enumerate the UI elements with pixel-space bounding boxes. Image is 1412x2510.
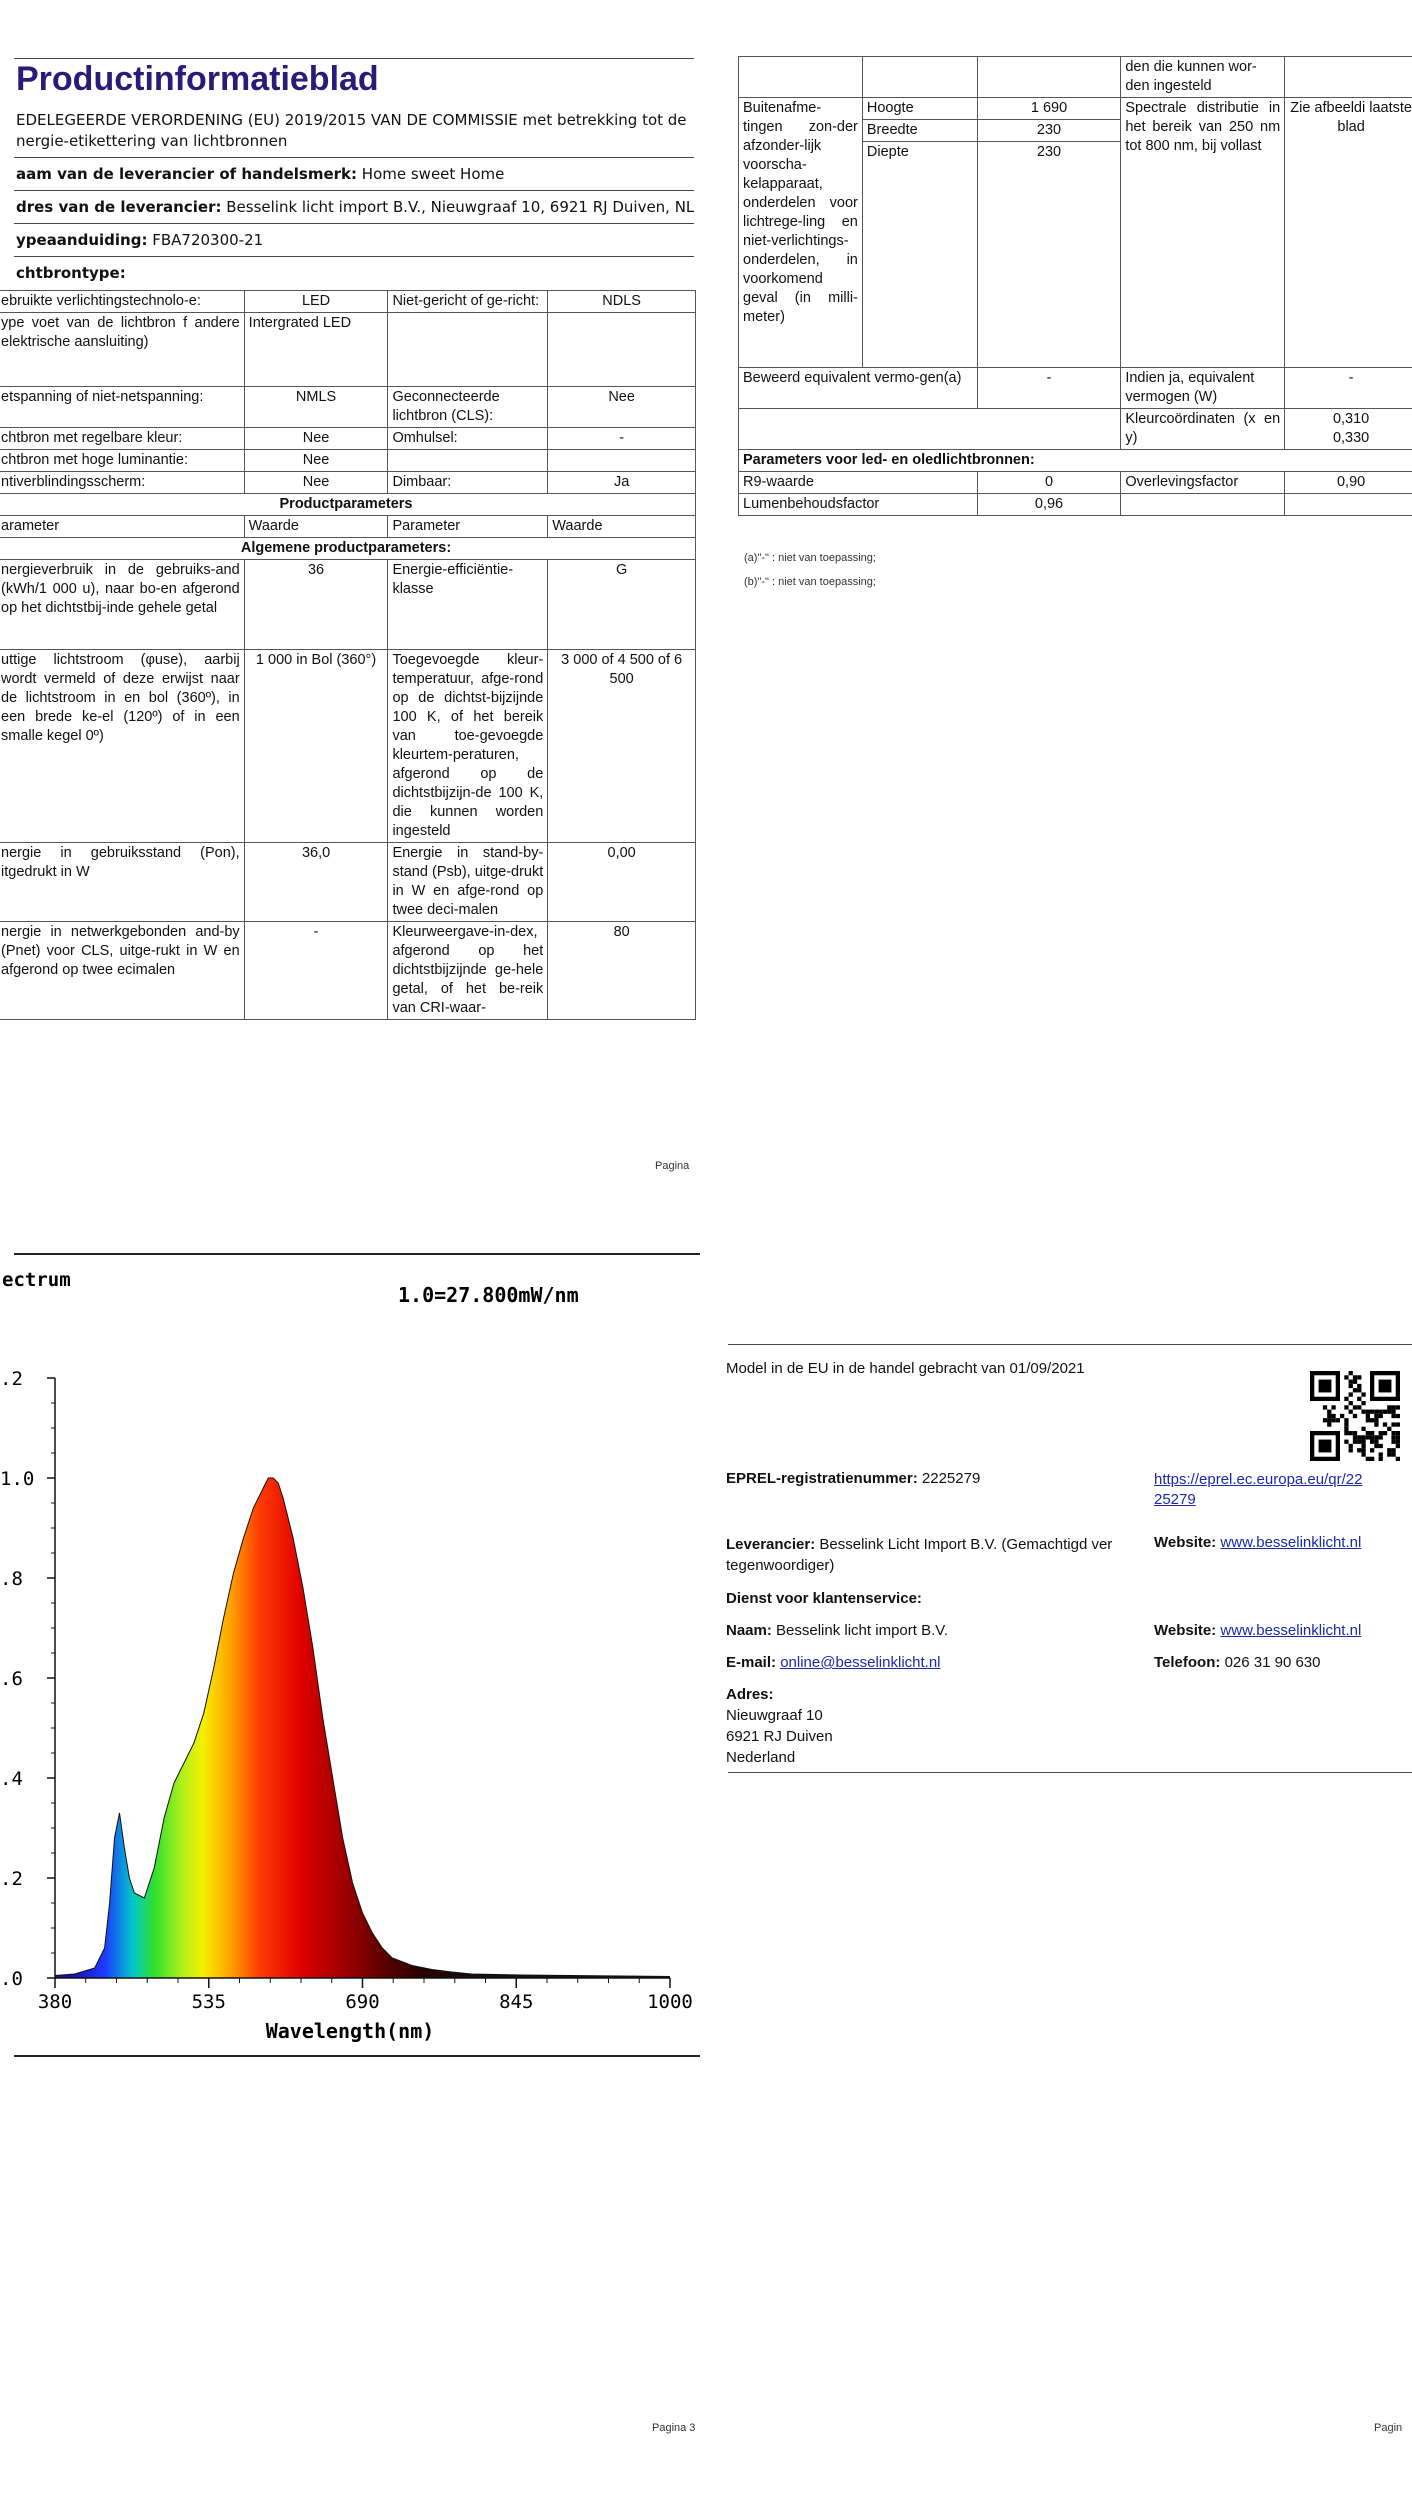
table-header-row (0, 516, 696, 538)
chart-subtitle: 1.0=27.800mW/nm (398, 1283, 579, 1307)
divider (14, 190, 694, 191)
table-cell: LED (244, 291, 388, 313)
table-cell: G (548, 560, 696, 650)
table-cell: Nee (244, 472, 388, 494)
claimed-power-label: Beweerd equivalent vermo-gen(a) (739, 368, 978, 409)
table-cell (548, 313, 696, 387)
website2-link[interactable]: www.besselinklicht.nl (1220, 1622, 1362, 1639)
model-value: FBA720300-21 (152, 231, 264, 249)
website2-field (1154, 1622, 1361, 1639)
column-header: Parameter (388, 516, 548, 538)
y-tick-label: .0 (0, 1968, 23, 1990)
page-title: Productinformatieblad (16, 60, 379, 98)
top-rule (14, 58, 694, 59)
phone-field (1154, 1654, 1321, 1671)
table-row (0, 472, 696, 494)
regulation-line-1: EDELEGEERDE VERORDENING (EU) 2019/2015 VAN DE COMMISSIE met betrekking tot de (16, 111, 687, 129)
naam-label: Naam: (726, 1622, 772, 1639)
footnote-b: (b)"-" : niet van toepassing; (744, 576, 876, 588)
address-block (726, 1684, 833, 1768)
adres-line-3: Nederland (726, 1749, 796, 1766)
bottom-rule (728, 1772, 1412, 1773)
table-cell: Dimbaar: (388, 472, 548, 494)
page-number: Pagina 3 (652, 2422, 696, 2434)
table-row (0, 538, 696, 560)
x-axis-label: Wavelength(nm) (265, 2019, 435, 2043)
table-cell: Nee (548, 387, 696, 428)
table-cell: nergie in gebruiksstand (Pon), itgedrukt in W (0, 843, 244, 922)
table-row (739, 98, 1412, 120)
table-cell (1285, 57, 1412, 98)
dimensions-table (738, 56, 1412, 516)
eprel-field (726, 1470, 980, 1487)
table-row (739, 494, 1412, 516)
survival-value: 0,90 (1285, 472, 1412, 494)
table-cell (548, 450, 696, 472)
table-row (739, 57, 1412, 98)
table-row (0, 428, 696, 450)
chart-title: ectrum (2, 1269, 71, 1291)
equivalent-label: Indien ja, equivalent vermogen (W) (1121, 368, 1285, 409)
qr-code-icon (1310, 1362, 1400, 1470)
dimension-name: Diepte (862, 142, 977, 368)
chromaticity-label: Kleurcoördinaten (x en y) (1121, 409, 1285, 450)
x-tick-label: 1000 (647, 1991, 693, 2013)
website-link[interactable]: www.besselinklicht.nl (1220, 1534, 1362, 1551)
survival-label: Overlevingsfactor (1121, 472, 1285, 494)
table-row (739, 368, 1412, 409)
led-parameters-header: Parameters voor led- en oledlichtbronnen: (739, 450, 1412, 472)
spectral-value: Zie afbeeldi laatste blad (1285, 98, 1412, 368)
y-tick-label: .2 (0, 1368, 23, 1390)
email-link[interactable]: online@besselinklicht.nl (780, 1654, 941, 1671)
supplier-value-2: tegenwoordiger) (726, 1557, 835, 1574)
divider (14, 256, 694, 257)
table-row (0, 450, 696, 472)
table-cell: ebruikte verlichtingstechnolo-e: (0, 291, 244, 313)
x-tick-label: 380 (37, 1991, 73, 2013)
model-field (16, 231, 263, 249)
table-cell: Nee (244, 450, 388, 472)
y-tick-label: .2 (0, 1868, 23, 1890)
table-cell: 1 000 in Bol (360°) (244, 650, 388, 843)
table-cell: Toegevoegde kleur-temperatuur, afge-rond op de dichtst-bijzijnde 100 K, of het bereik van toe-gevoegde kleurtem-peraturen, afgerond op de dichtstbijzijn-de 100 K, die kunnen worden ingesteld (388, 650, 548, 843)
table-cell (1121, 494, 1285, 516)
spectrum-svg (0, 1250, 700, 2510)
website-field (1154, 1534, 1361, 1551)
table-cell: Geconnecteerde lichtbron (CLS): (388, 387, 548, 428)
model-date-line: Model in de EU in de handel gebracht van 01/09/2021 (726, 1360, 1085, 1377)
table-cell (862, 57, 977, 98)
table-cell (1285, 494, 1412, 516)
table-row (0, 650, 696, 843)
equivalent-value: - (1285, 368, 1412, 409)
service-header: Dienst voor klantenservice: (726, 1590, 922, 1607)
table-cell: Intergrated LED (244, 313, 388, 387)
chromaticity-x: 0,310 (1332, 411, 1370, 427)
eprel-link[interactable] (1154, 1470, 1362, 1510)
table-row (739, 409, 1412, 450)
table-cell: NMLS (244, 387, 388, 428)
supplier-address-field (16, 198, 694, 216)
eprel-value: 2225279 (921, 1470, 981, 1487)
dimension-value: 1 690 (977, 98, 1121, 120)
page-1 (0, 0, 700, 1240)
lightsource-table (0, 290, 696, 1020)
column-header: arameter (0, 516, 244, 538)
table-cell: 3 000 of 4 500 of 6 500 (548, 650, 696, 843)
table-cell: ype voet van de lichtbron f andere elektrische aansluiting) (0, 313, 244, 387)
table-row (739, 450, 1412, 472)
column-header: Waarde (244, 516, 388, 538)
supplier-name-label: aam van de leverancier of handelsmerk: (16, 165, 358, 183)
email-field (726, 1654, 941, 1671)
page-number: Pagin (1374, 2422, 1403, 2434)
website-label: Website: (1154, 1534, 1217, 1551)
table-row (739, 472, 1412, 494)
table-row (0, 560, 696, 650)
eprel-link-line-1[interactable]: https://eprel.ec.europa.eu/qr/22 (1154, 1471, 1363, 1488)
table-cell: Niet-gericht of ge-richt: (388, 291, 548, 313)
table-cell: Energie-efficiëntie-klasse (388, 560, 548, 650)
table-cell: uttige lichtstroom (φuse), aarbij wordt vermeld of deze erwijst naar de lichtstroom in en bol (360º), in een brede ke-el (120º) of in een smalle kegel 0º) (0, 650, 244, 843)
spectrum-area (55, 1478, 670, 1978)
x-tick-label: 535 (191, 1991, 226, 2013)
website2-label: Website: (1154, 1622, 1217, 1639)
supplier-address-value: Besselink licht import B.V., Nieuwgraaf 10, 6921 RJ Duiven, NL (226, 198, 695, 216)
x-tick-label: 690 (345, 1991, 380, 2013)
supplier-name-value: Home sweet Home (361, 165, 505, 183)
adres-line-1: Nieuwgraaf 10 (726, 1707, 823, 1724)
x-tick-label: 845 (499, 1991, 534, 2013)
r9-label: R9-waarde (739, 472, 978, 494)
page-2 (706, 0, 1412, 1240)
lightsource-type-label: chtbrontype: (16, 264, 126, 282)
y-tick-label: 1.0 (0, 1468, 35, 1490)
table-cell: - (548, 428, 696, 450)
table-cell: etspanning of niet-netspanning: (0, 387, 244, 428)
table-cell (739, 57, 863, 98)
lumen-value: 0,96 (977, 494, 1121, 516)
spectral-label: Spectrale distributie in het bereik van 250 nm tot 800 nm, bij vollast (1121, 98, 1285, 368)
supplier-address-label: dres van de leverancier: (16, 198, 222, 216)
general-parameters-header: Algemene productparameters: (0, 538, 696, 560)
productparameters-header: Productparameters (0, 494, 696, 516)
table-cell: nergieverbruik in de gebruiks-and (kWh/1 000 u), naar bo-en afgerond op het dichtstbij-inde gehele getal (0, 560, 244, 650)
divider (14, 223, 694, 224)
dimension-name: Breedte (862, 120, 977, 142)
table-cell: 0,00 (548, 843, 696, 922)
table-cell: 36,0 (244, 843, 388, 922)
table-cell (388, 450, 548, 472)
chromaticity-y: 0,330 (1332, 430, 1370, 446)
table-cell: Omhulsel: (388, 428, 548, 450)
phone-label: Telefoon: (1154, 1654, 1221, 1671)
y-tick-label: .4 (0, 1768, 23, 1790)
adres-line-2: 6921 RJ Duiven (726, 1728, 833, 1745)
table-cell: den die kunnen wor-den ingesteld (1121, 57, 1285, 98)
page-3 (0, 1250, 700, 2510)
naam-value: Besselink licht import B.V. (776, 1622, 949, 1639)
table-cell: chtbron met hoge luminantie: (0, 450, 244, 472)
dimensions-label: Buitenafme-tingen zon-der afzonder-lijk voorscha-kelapparaat, onderdelen voor lichtrege-ling en niet-verlichtings-onderdelen, in voorkomend geval (in milli-meter) (739, 98, 863, 368)
email-label: E-mail: (726, 1654, 777, 1671)
eprel-label: EPREL-registratienummer: (726, 1470, 918, 1487)
plot-area (0, 1368, 693, 2013)
table-cell: chtbron met regelbare kleur: (0, 428, 244, 450)
table-cell: ntiverblindingsscherm: (0, 472, 244, 494)
table-cell (739, 409, 1121, 450)
table-cell: NDLS (548, 291, 696, 313)
eprel-link-line-2[interactable]: 25279 (1154, 1491, 1196, 1508)
table-row (0, 843, 696, 922)
table-row (0, 313, 696, 387)
claimed-power-value: - (977, 368, 1121, 409)
dimension-value: 230 (977, 120, 1121, 142)
model-label: ypeaanduiding: (16, 231, 148, 249)
service-name-field (726, 1622, 948, 1639)
table-cell: 80 (548, 922, 696, 1020)
adres-label: Adres: (726, 1686, 774, 1703)
regulation-line-2: nergie-etikettering van lichtbronnen (16, 132, 288, 150)
table-cell (388, 313, 548, 387)
table-row (0, 291, 696, 313)
table-row (0, 922, 696, 1020)
supplier-value: Besselink Licht Import B.V. (Gemachtigd ver (819, 1536, 1113, 1553)
top-rule (728, 1344, 1412, 1345)
supplier-label: Leverancier: (726, 1536, 816, 1553)
divider (14, 157, 694, 158)
footnote-a: (a)"-" : niet van toepassing; (744, 552, 876, 564)
y-tick-label: .6 (0, 1668, 23, 1690)
supplier-name-field (16, 165, 504, 183)
page-number: Pagina (655, 1160, 690, 1172)
supplier-field (726, 1534, 1112, 1576)
dimension-value: 230 (977, 142, 1121, 368)
chromaticity-value (1285, 409, 1412, 450)
table-row (0, 494, 696, 516)
page-4 (706, 1250, 1412, 2510)
table-cell: nergie in netwerkgebonden and-by (Pnet) voor CLS, uitge-rukt in W en afgerond op twee ecimalen (0, 922, 244, 1020)
table-cell: Ja (548, 472, 696, 494)
table-row (0, 387, 696, 428)
r9-value: 0 (977, 472, 1121, 494)
table-cell: - (244, 922, 388, 1020)
table-cell (977, 57, 1121, 98)
table-cell: Kleurweergave-in-dex, afgerond op het dichtstbijzijnde ge-hele getal, of het be-reik van CRI-waar- (388, 922, 548, 1020)
column-header: Waarde (548, 516, 696, 538)
table-cell: Energie in stand-by-stand (Psb), uitge-drukt in W en afge-rond op twee deci-malen (388, 843, 548, 922)
table-cell: Nee (244, 428, 388, 450)
dimension-name: Hoogte (862, 98, 977, 120)
spectrum-chart (0, 1250, 700, 2510)
phone-value: 026 31 90 630 (1224, 1654, 1321, 1671)
lightsource-type-field (16, 264, 126, 282)
table-cell: 36 (244, 560, 388, 650)
y-tick-label: .8 (0, 1568, 23, 1590)
lumen-label: Lumenbehoudsfactor (739, 494, 978, 516)
